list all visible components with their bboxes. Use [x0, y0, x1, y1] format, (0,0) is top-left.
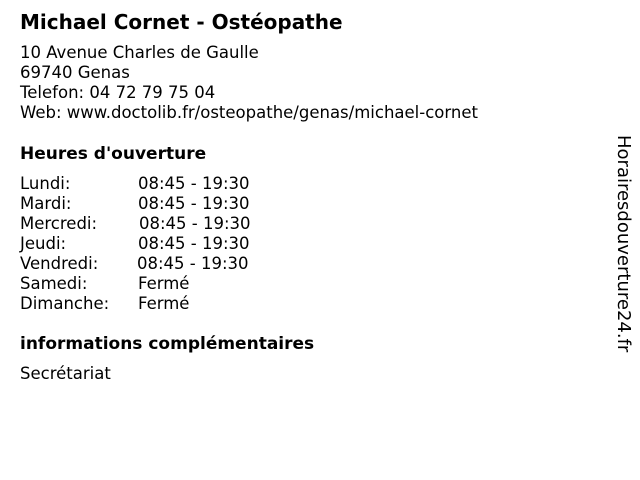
- day-hours: 08:45 - 19:30: [138, 234, 250, 253]
- additional-info-heading: informations complémentaires: [20, 334, 315, 354]
- street-address: 10 Avenue Charles de Gaulle: [20, 43, 259, 62]
- site-watermark: Horairesdouverture24.fr: [613, 135, 634, 353]
- day-label: Mercredi:: [20, 214, 98, 233]
- day-label: Vendredi:: [20, 254, 99, 273]
- day-label: Samedi:: [20, 274, 88, 293]
- address-block: [20, 43, 478, 123]
- website: Web: www.doctolib.fr/osteopathe/genas/michael-cornet: [20, 103, 478, 122]
- day-label: Mardi:: [20, 194, 72, 213]
- city-postal-code: 69740 Genas: [20, 63, 130, 82]
- additional-info-text: Secrétariat: [20, 364, 111, 383]
- opening-hours-heading: Heures d'ouverture: [20, 144, 207, 164]
- page-title: Michael Cornet - Ostéopathe: [20, 10, 343, 34]
- day-hours: Fermé: [138, 294, 190, 313]
- day-hours: Fermé: [138, 274, 190, 293]
- day-label: Jeudi:: [20, 234, 67, 253]
- day-label: Lundi:: [20, 174, 71, 193]
- day-hours: 08:45 - 19:30: [138, 174, 250, 193]
- day-label: Dimanche:: [20, 294, 110, 313]
- day-hours: 08:45 - 19:30: [139, 214, 251, 233]
- day-hours: 08:45 - 19:30: [137, 254, 249, 273]
- day-hours: 08:45 - 19:30: [138, 194, 250, 213]
- phone-number: Telefon: 04 72 79 75 04: [20, 83, 216, 102]
